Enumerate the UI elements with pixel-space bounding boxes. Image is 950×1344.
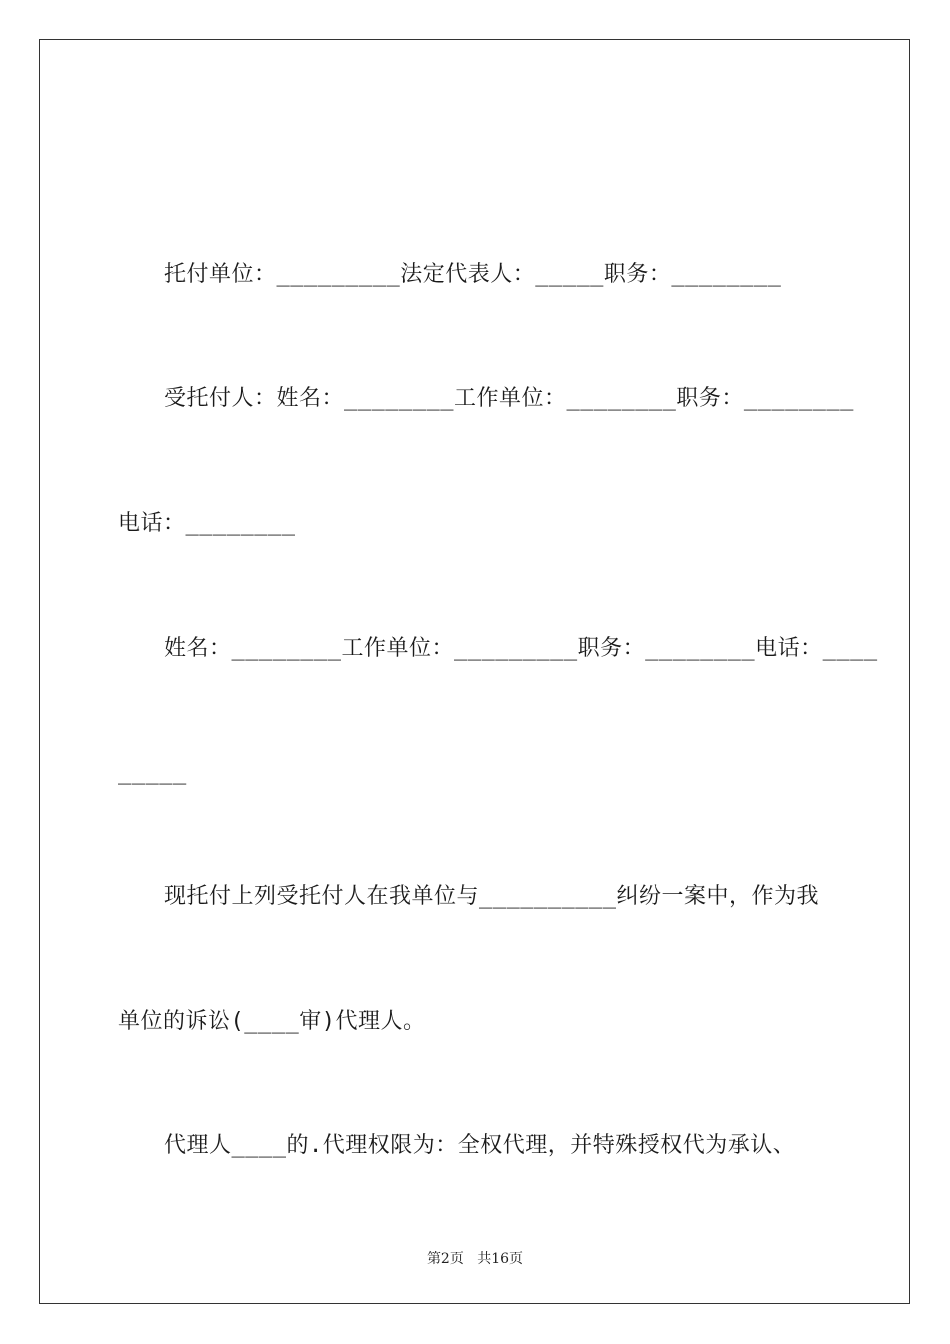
text-line-litigation-agent: 单位的诉讼(____审)代理人。 [118,1009,426,1034]
text-line-second-trustee: 姓名：________工作单位：_________职务：________电话：____ [164,636,878,661]
page-footer [0,1248,950,1268]
page-border [39,39,910,1304]
text-line-entrusting-unit: 托付单位：_________法定代表人：_____职务：________ [164,262,782,287]
page-total: 共16页 [477,1251,524,1267]
text-line-agent-authority: 代理人____的.代理权限为：全权代理，并特殊授权代为承认、 [164,1133,796,1158]
text-line-entrust-statement: 现托付上列受托付人在我单位与__________纠纷一案中，作为我 [164,884,819,909]
text-line-phone: 电话：________ [118,511,296,536]
page-number: 第2页 [426,1251,464,1267]
text-line-phone-continued: _____ [118,760,187,785]
text-line-trustee-name: 受托付人：姓名：________工作单位：________职务：________ [164,386,854,411]
